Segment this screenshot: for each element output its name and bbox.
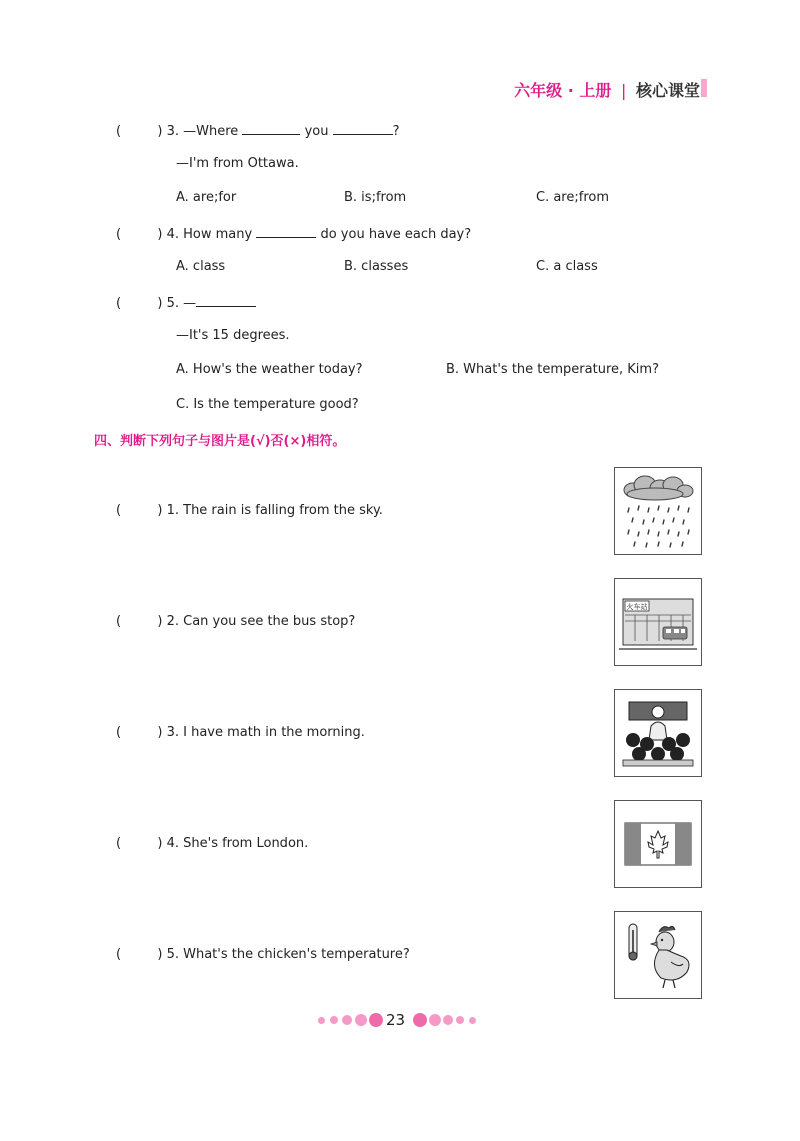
fill-blank — [196, 294, 256, 307]
question-text: What's the chicken's temperature? — [183, 947, 410, 962]
chicken-thermometer-picture — [614, 911, 702, 999]
judge-item-3 — [116, 725, 365, 740]
canada-flag-icon — [615, 801, 701, 887]
answer-paren-open: ( — [116, 296, 122, 311]
answer-paren-open: ( — [116, 503, 122, 518]
classroom-icon — [615, 690, 701, 776]
judge-item-4 — [116, 836, 308, 851]
question-number: 5. — [166, 296, 179, 311]
option-c: C. Is the temperature good? — [176, 397, 359, 412]
option-a: A. are;for — [176, 190, 237, 205]
mc-question-5 — [116, 294, 256, 311]
answer-paren-close: ) — [157, 836, 163, 851]
answer-paren-open: ( — [116, 124, 122, 139]
question-text: How many — [183, 227, 253, 242]
footer-dot — [318, 1017, 325, 1024]
question-text: I have math in the morning. — [183, 725, 365, 740]
train-station-picture — [614, 578, 702, 666]
footer-dot — [443, 1015, 453, 1025]
footer-dot — [413, 1013, 427, 1027]
header-volume: 上册 — [579, 81, 612, 100]
question-text: ? — [392, 124, 400, 139]
header-grade: 六年级 — [514, 81, 563, 100]
answer-paren-close: ) — [157, 614, 163, 629]
header-book: 核心课堂 — [635, 81, 700, 100]
mc-question-3 — [116, 122, 400, 139]
question-text: —Where — [183, 124, 239, 139]
question-text: — — [183, 296, 197, 311]
fill-blank — [256, 225, 316, 238]
mc-answer-3: —I'm from Ottawa. — [176, 156, 299, 171]
question-text: you — [304, 124, 329, 139]
footer-dot — [342, 1015, 352, 1025]
rain-cloud-icon — [615, 468, 701, 554]
judge-item-1 — [116, 503, 383, 518]
page-number: 23 — [386, 1011, 406, 1029]
question-text: Can you see the bus stop? — [183, 614, 356, 629]
header-title — [514, 78, 700, 101]
answer-paren-open: ( — [116, 725, 122, 740]
option-a: A. How's the weather today? — [176, 362, 363, 377]
header-accent-bar — [701, 79, 707, 97]
footer-dot — [355, 1014, 367, 1026]
answer-paren-close: ) — [157, 227, 163, 242]
question-number: 2. — [166, 614, 179, 629]
footer-dot — [456, 1016, 464, 1024]
question-text: She's from London. — [183, 836, 309, 851]
footer-dot — [469, 1017, 476, 1024]
answer-paren-open: ( — [116, 614, 122, 629]
answer-paren-close: ) — [157, 947, 163, 962]
question-number: 4. — [166, 836, 179, 851]
question-number: 1. — [166, 503, 179, 518]
station-sign-text: 火车站 — [626, 603, 648, 611]
option-c: C. a class — [536, 259, 598, 274]
rain-cloud-picture — [614, 467, 702, 555]
fill-blank — [242, 122, 300, 135]
question-number: 3. — [166, 124, 179, 139]
footer-dot — [429, 1014, 441, 1026]
judge-item-2 — [116, 614, 355, 629]
header-dot: · — [567, 81, 574, 100]
answer-paren-open: ( — [116, 227, 122, 242]
answer-paren-close: ) — [157, 725, 163, 740]
option-c: C. are;from — [536, 190, 609, 205]
answer-paren-open: ( — [116, 947, 122, 962]
judge-item-5 — [116, 947, 410, 962]
footer-dot — [330, 1016, 338, 1024]
option-b: B. What's the temperature, Kim? — [446, 362, 659, 377]
question-text: The rain is falling from the sky. — [183, 503, 383, 518]
answer-paren-open: ( — [116, 836, 122, 851]
question-number: 3. — [166, 725, 179, 740]
section-heading: 四、判断下列句子与图片是(√)否(×)相符。 — [94, 434, 346, 449]
classroom-picture — [614, 689, 702, 777]
option-b: B. classes — [344, 259, 409, 274]
question-number: 4. — [166, 227, 179, 242]
mc-answer-5: —It's 15 degrees. — [176, 328, 290, 343]
question-number: 5. — [166, 947, 179, 962]
answer-paren-close: ) — [157, 503, 163, 518]
answer-paren-close: ) — [157, 296, 163, 311]
option-a: A. class — [176, 259, 226, 274]
header-separator: | — [621, 81, 627, 100]
footer-dot — [369, 1013, 383, 1027]
chicken-thermometer-icon — [615, 912, 701, 998]
train-station-icon — [615, 579, 701, 665]
mc-question-4 — [116, 225, 471, 242]
question-text: do you have each day? — [320, 227, 472, 242]
answer-paren-close: ) — [157, 124, 163, 139]
canada-flag-picture — [614, 800, 702, 888]
option-b: B. is;from — [344, 190, 407, 205]
fill-blank — [333, 122, 393, 135]
